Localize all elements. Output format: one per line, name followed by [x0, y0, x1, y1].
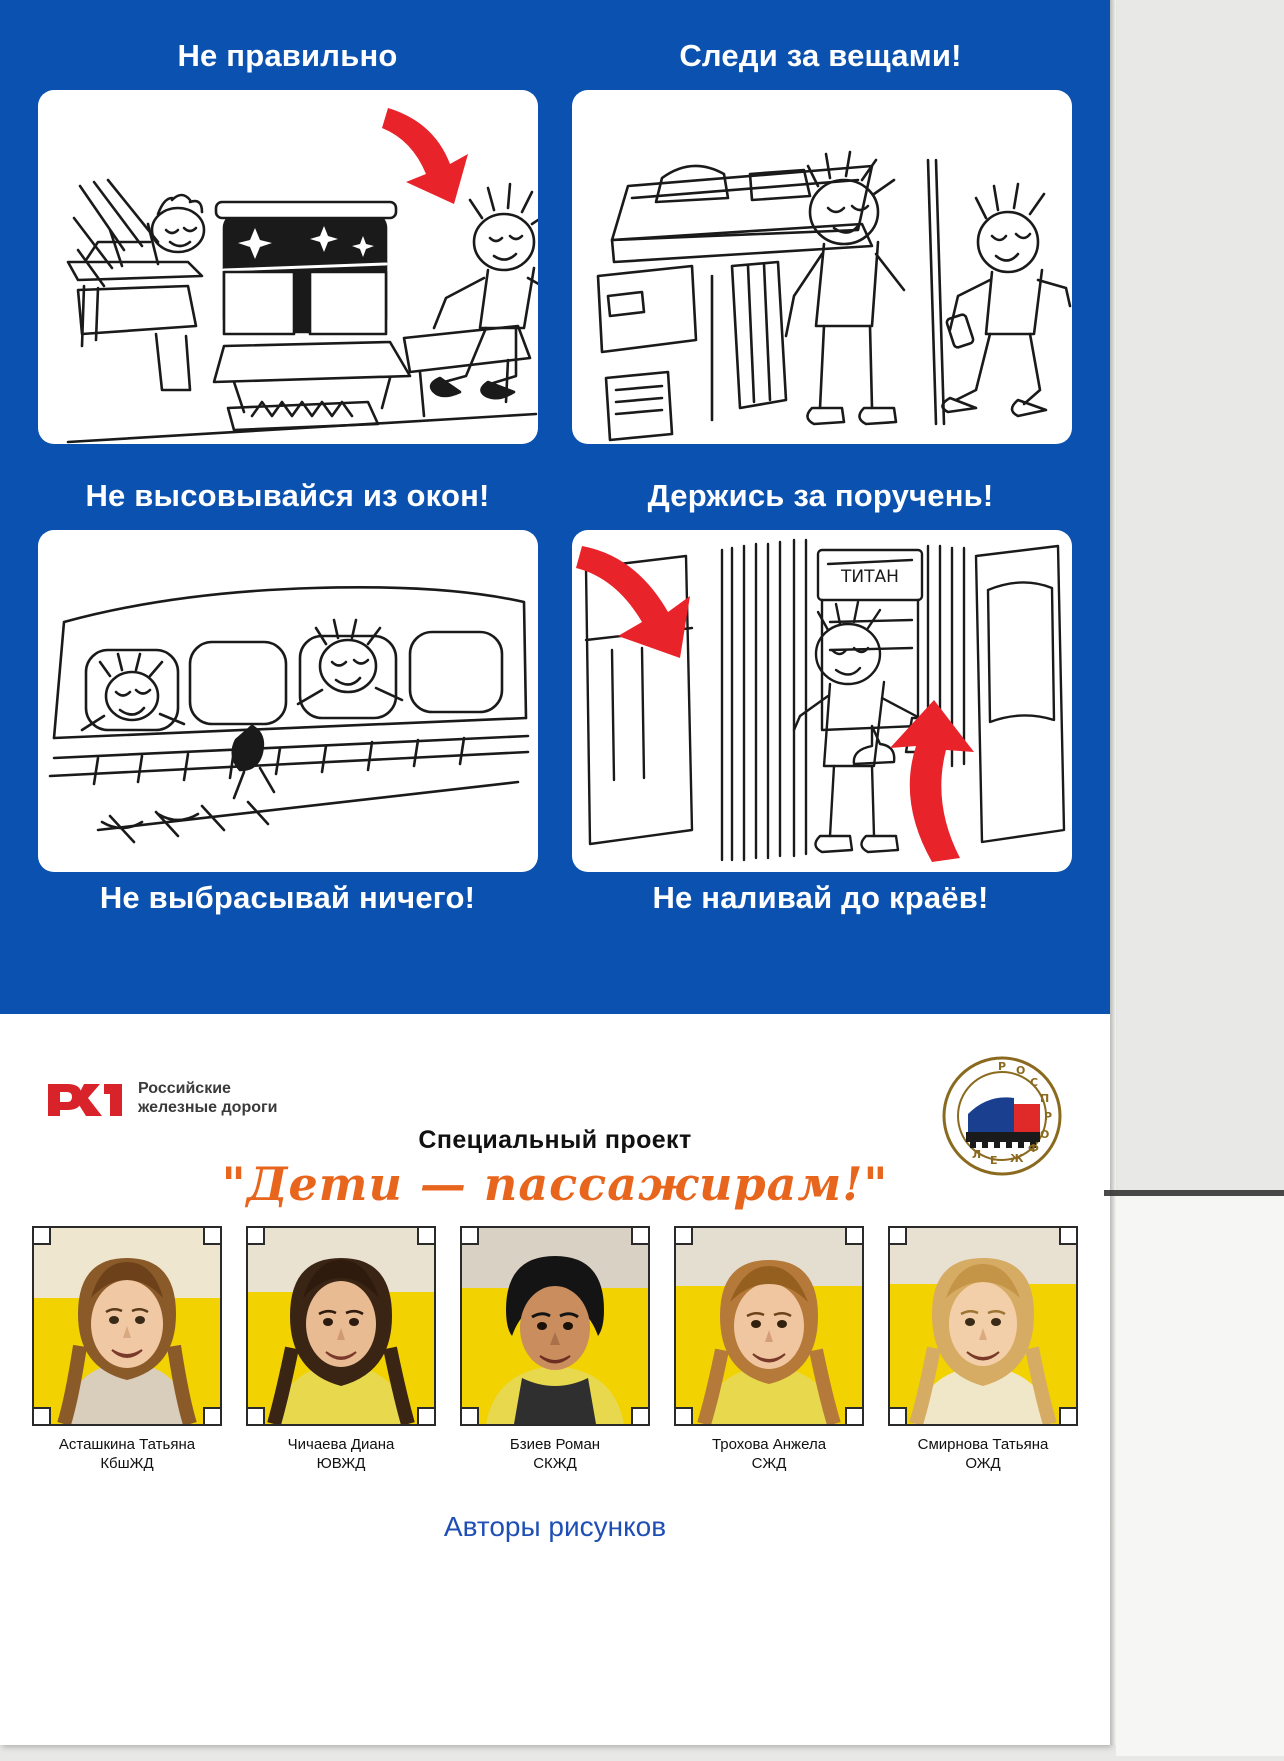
- author-photo: [246, 1226, 436, 1426]
- drawing-windows: [38, 530, 538, 872]
- rzd-logo: [44, 1076, 277, 1120]
- author-card: [670, 1226, 868, 1473]
- project-name: "Дети — пассажирам!": [221, 1157, 889, 1211]
- rzd-line1: Российские: [138, 1080, 231, 1097]
- author-photo: [32, 1226, 222, 1426]
- author-road: КбшЖД: [100, 1455, 154, 1472]
- author-photo-image: [462, 1228, 648, 1424]
- red-arrow-lower-right: [890, 700, 974, 862]
- panel-windows: [38, 530, 538, 872]
- caption-dont-overfill: Не наливай до краёв!: [652, 880, 989, 915]
- rzd-line2: железные дороги: [138, 1099, 278, 1116]
- svg-text:Р: Р: [1044, 1110, 1053, 1123]
- red-arrow-down: [382, 108, 468, 204]
- poster-footer: [0, 1014, 1110, 1745]
- panel-bunk-jumping: [38, 90, 538, 444]
- caption-hold-handrail: Держись за поручень!: [647, 478, 994, 513]
- author-card: [28, 1226, 226, 1473]
- project-label: Специальный проект: [418, 1126, 692, 1154]
- author-name: Трохова Анжела: [711, 1436, 827, 1453]
- author-photo-image: [34, 1228, 220, 1424]
- author-photo: [460, 1226, 650, 1426]
- author-road: ОЖД: [965, 1455, 1001, 1472]
- author-card: [456, 1226, 654, 1473]
- poster-blue-area: [0, 0, 1110, 1014]
- author-photo-image: [248, 1228, 434, 1424]
- caption-watch-belongings: Следи за вещами!: [679, 38, 962, 73]
- author-name: Чичаева Диана: [287, 1436, 395, 1453]
- author-card: [242, 1226, 440, 1473]
- author-caption: [28, 1435, 226, 1473]
- svg-text:О: О: [1040, 1128, 1050, 1141]
- drawing-belongings: [572, 90, 1072, 444]
- authors-label: Авторы рисунков: [443, 1511, 667, 1542]
- author-name: Смирнова Татьяна: [917, 1436, 1049, 1453]
- caption-not-correct: Не правильно: [177, 38, 398, 73]
- authors-photo-row: [28, 1226, 1082, 1473]
- svg-text:Р: Р: [998, 1060, 1007, 1073]
- svg-text:Е: Е: [990, 1154, 998, 1167]
- rzd-logo-icon: [44, 1076, 126, 1120]
- caption-no-lean-out: Не высовывайся из окон!: [85, 478, 490, 513]
- author-photo-image: [890, 1228, 1076, 1424]
- author-photo: [674, 1226, 864, 1426]
- author-name: Бзиев Роман: [509, 1436, 601, 1453]
- author-road: СКЖД: [533, 1455, 577, 1472]
- panel-handrail: [572, 530, 1072, 872]
- svg-text:Ф: Ф: [1028, 1142, 1039, 1155]
- author-photo-image: [676, 1228, 862, 1424]
- author-road: ЮВЖД: [316, 1455, 366, 1472]
- rzd-logo-text: [138, 1079, 277, 1117]
- svg-text:П: П: [1040, 1092, 1050, 1105]
- author-caption: [456, 1435, 654, 1473]
- author-caption: [884, 1435, 1082, 1473]
- caption-dont-throw: Не выбрасывай ничего!: [99, 880, 476, 915]
- scan-artifact-area: [1116, 1196, 1284, 1756]
- author-name: Асташкина Татьяна: [58, 1436, 196, 1453]
- author-caption: [242, 1435, 440, 1473]
- svg-text:О: О: [1016, 1064, 1026, 1077]
- author-card: [884, 1226, 1082, 1473]
- author-road: СЖД: [751, 1455, 787, 1472]
- svg-text:С: С: [1030, 1076, 1039, 1089]
- svg-text:Л: Л: [972, 1148, 982, 1161]
- author-photo: [888, 1226, 1078, 1426]
- svg-text:ТИТАН: ТИТАН: [841, 567, 899, 587]
- svg-text:Ж: Ж: [1010, 1152, 1024, 1165]
- author-caption: [670, 1435, 868, 1473]
- panel-belongings: [572, 90, 1072, 444]
- drawing-handrail: [572, 530, 1072, 872]
- drawing-bunk-jumping: [38, 90, 538, 444]
